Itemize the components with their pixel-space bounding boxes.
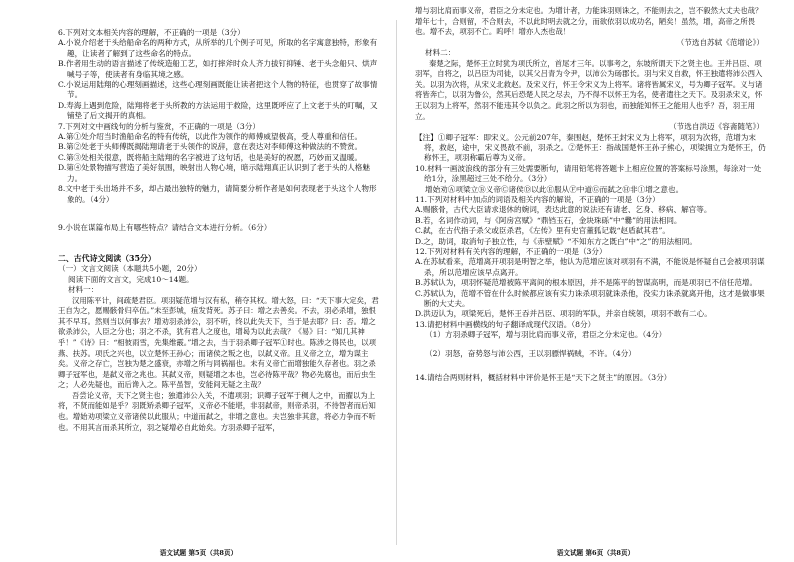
q6-option-c: C.小说运用陆翔的心理刻画描述，这些心理刻画既能让读者把这个人物的特征，也贯穿了故事情节。 bbox=[58, 80, 378, 100]
q7-option-a: A.第①处介绍当时渔船命名的特有传统，以此作为领作的师傅威望极高，受人尊重和信任。 bbox=[58, 132, 363, 142]
q11-option-c: C.弑，在古代指子杀父或臣杀君，《左传》里有史官董狐记载“赵盾弑其君”。 bbox=[415, 226, 670, 236]
q7-option-d: D.第④处景物描写营造了美好氛围，映射出人物心境，暗示陆翔真正认识到了老于头的人格魅力。 bbox=[58, 163, 370, 183]
q12-option-c: C.苏轼认为，范增不管在什么时候都应该有实力诛杀项羽就诛杀他，没实力诛杀就离开他，这才是做事果断的大丈夫。 bbox=[415, 288, 765, 309]
q9-answer-space bbox=[58, 233, 381, 251]
page-6 bbox=[397, 0, 794, 562]
material-2-label: 材料二： bbox=[425, 48, 456, 58]
material-1-continuation: 增与羽比肩而事义帝，君臣之分未定也。为增计者，力能诛羽则诛之，不能则去之，岂不毅然大丈夫也哉？增年七十，合则留，不合则去，不以此时明去就之分，而欲依羽以成功名，陋矣！虽然，增，高帝之所畏也。增不去，项羽不亡。呜呼！增亦人杰也哉！ bbox=[415, 6, 763, 37]
q11-stem: 11.下列对材料中加点的词语及相关内容的解说，不正确的一项是（3分） bbox=[415, 195, 660, 204]
q13-answer-space-2 bbox=[415, 359, 768, 373]
section-subtitle: （一）文言文阅读（本题共5小题，20分） bbox=[58, 264, 202, 274]
q8-answer-space bbox=[58, 205, 381, 223]
q14-question: 14.请结合两则材料，概括材料中评价是怀王是“天下之贤主”的原因。（3分） bbox=[415, 373, 672, 383]
material-2-source: （节选自洪迈《容斋随笔》） bbox=[669, 122, 764, 132]
q9-question: 9.小说在谋篇布局上有哪些特点？请结合文本进行分析。（6分） bbox=[58, 222, 272, 232]
q10-stem: 10.材料一画波浪线的部分有三处需要断句，请用铅笔将答题卡上相应位置的答案标号涂黑，每涂对一处给1分，涂黑超过三处不给分。（3分） bbox=[415, 163, 762, 184]
q13-stem: 13.请把材料中画横线的句子翻译成现代汉语。（8分） bbox=[415, 319, 596, 329]
section-title: 二、古代诗文阅读（35分） bbox=[58, 254, 156, 264]
q6-option-b: B.作者用生动的语言描述了传统造船工艺，如打摔斧时众人齐力拔钉抑锤、老于头念船只、烘声喊号子等，使读者有身临其境之感。 bbox=[58, 59, 378, 79]
material-1-label: 材料一： bbox=[68, 285, 99, 295]
q11-option-b: B.若，名词作动词，与《阿房宫赋》“鼎铛玉石，金块珠砾”中“爨”的用法相同。 bbox=[415, 215, 682, 225]
section-instruction: 阅读下面的文言文，完成10～14题。 bbox=[68, 274, 194, 284]
material-1-paragraph-1: 汉用陈平计，间疏楚君臣。项羽疑范增与汉有私，稍夺其权。增大怒，曰：“天下事大定矣，君王自为之，愿赐骸骨归卒伍。”未至彭城，疽发背死。苏子曰：增之去善矣。不去，羽必杀增，独恨其不早耳。然则当以何事去？增劝羽杀沛公，羽不听，终以此失天下，当于是去耶？曰：否。增之欲杀沛公，人臣之分也；羽之不杀，犹有君人之度也，增曷为以此去哉？《易》曰：“知几其神乎！”《诗》曰：“相彼雨雪，先集维霰。”增之去，当于羽杀卿子冠军①时也。陈涉之得民也，以项燕、扶苏。项氏之兴也，以立楚怀王孙心；而诸侯之叛之也，以弑义帝。且义帝之立，增为谋主矣。义帝之存亡，岂独为楚之盛衰，亦增之所与同祸福也。未有义帝亡而增独能久存者也。羽之杀卿子冠军也，是弑义帝之兆也。其弑义帝，则疑增之本也，岂必待陈平哉？物必先腐也，而后虫生之；人必先疑也，而后谗入之。陈平虽智，安能间无疑之主哉？ bbox=[58, 295, 379, 390]
page-5-footer: 语文试题 第5页（共8页） bbox=[159, 549, 238, 557]
q8-question: 8.文中老于头出场并不多，却占最出独特的魅力，请简要分析作者是如何表现老于头这个人物形象的。（4分） bbox=[58, 184, 377, 204]
q10-sentence: 增始劝Ⓐ项梁立Ⓑ义帝Ⓒ诸侯Ⓓ以此Ⓔ服从Ⓕ中道Ⓖ而弑之Ⓗ非Ⓘ增之意也。 bbox=[425, 184, 684, 194]
q12-option-d: D.洪迈认为，项梁死后，楚怀王吞并吕臣、项羽的军队，并亲自统领，项羽不敢有二心。 bbox=[415, 309, 712, 319]
q12-stem: 12.下列对材料有关内容的理解，不正确的一项是（3分） bbox=[415, 247, 607, 257]
q13-sentence-1: （1）方羽杀卿子冠军，增与羽比肩而事义帝，君臣之分未定也。（4分） bbox=[425, 330, 667, 340]
q13-sentence-2: （2）羽怒，奋势怒与沛公西，王以羽骠悍祸贼，不许。（4分） bbox=[425, 348, 636, 358]
q7-stem: 7.下列对文中画线句的分析与鉴赏，不正确的一项是（3分） bbox=[58, 121, 260, 131]
q11-option-d: D.之，助词，取消句子独立性，与《赤壁赋》“不知东方之既白”中“之”的用法相同。 bbox=[415, 236, 697, 246]
q7-option-c: C.第③处相关很意，既将船主陆翔的名字被进了这句话，也是美好的祝愿，巧妙而又温暖。 bbox=[58, 152, 363, 162]
material-1-paragraph-2: 吾尝论义帝，天下之贤主也；独遣沛公入关，不遣项羽；识卿子冠军于稠人之中，而擢以为上将，不贤而能如是乎？羽既矫杀卿子冠军，义帝必不能堪，非羽弑帝，则帝杀羽，不待智者而后知也。增始劝项梁立义帝诸侯以此服从；中道而弑之，非增之意也。夫岂独非其意，将必力争而不听也。不用其言而杀其所立，羽之疑增必自此始矣。方羽杀卿子冠军， bbox=[58, 390, 376, 432]
material-1-source: （节选自苏轼《范增论》） bbox=[676, 37, 764, 47]
page-6-footer: 语文试题 第6页（共8页） bbox=[556, 549, 635, 557]
material-2-text: 秦楚之际，楚怀王立时犹为项氏所立，首尾才三年。以事考之，东坡所谓天下之贤主也。王并吕臣、项羽军，自将之，以吕臣为司徒，以其父吕青为令尹，以沛公为砀郡长。羽与宋义自救，怀王独遣将沛公西入关。以羽为次将，从宋义北救赵。及宋义行，怀王令宋义为上将军。诸将皆属宋义，号为卿子冠军。义与诸将皆奔亡，以羽为鲁公，然其后恐楚人民之尽去，乃不得不以怀王为名，使者遣往之天下。及羽杀宋义，怀王以羽为上将军，然羽不能违其令以负之。此羽之所以为羽也，而独能知怀王之能用人也乎？吾，羽王用立。 bbox=[415, 58, 763, 121]
q7-option-b: B.第②处老于头师傅既揭陆翔请老于头领作的说辞，意在表达对李师傅这种做法的不赞赏。 bbox=[58, 142, 363, 152]
annotation-note: 【注】①卿子冠军：即宋义。公元前207年，秦围赵，楚怀王封宋义为上将军，项羽为次将，范增为末将，救赵，途中，宋义畏敌不前，羽杀之。②楚怀王：指战国楚怀王孙子熊心，项梁拥立为楚怀王，仍称怀王，项羽称霸后尊为义帝。 bbox=[415, 132, 766, 163]
q6-option-a: A.小说介绍老于头给船命名的两种方式，从所举的几个例子可见，所取的名字寓意独特，形象有趣，让读者了解到了这些命名的特点。 bbox=[58, 38, 378, 58]
q6-stem: 6.下列对文本相关内容的理解，不正确的一项是（3分） bbox=[58, 28, 245, 37]
q13-answer-space-1 bbox=[415, 341, 768, 349]
q6-option-d: D.寿海上遇到危险，陆翔将老于头所教的方法运用于救险，这里既呼应了上文老于头的叮嘱，又铺垫了后文揭开的真相。 bbox=[58, 100, 378, 121]
q11-option-a: A.赐骸骨，古代大臣请求退休的婉词，表达此意的说法还有请老、乞身、移病、解官等。 bbox=[415, 205, 712, 215]
q12-option-a: A.在苏轼看来，范增离开项羽是明智之举，他认为范增应该对项羽有不满，不能说是怀疑自己会被项羽谋杀，所以范增应该早点离开。 bbox=[415, 257, 765, 277]
q12-option-b: B.苏轼认为，项羽怀疑范增被陈平离间的根本原因，并不是陈平的智谋高明，而是项羽已不信任范增。 bbox=[415, 278, 758, 288]
